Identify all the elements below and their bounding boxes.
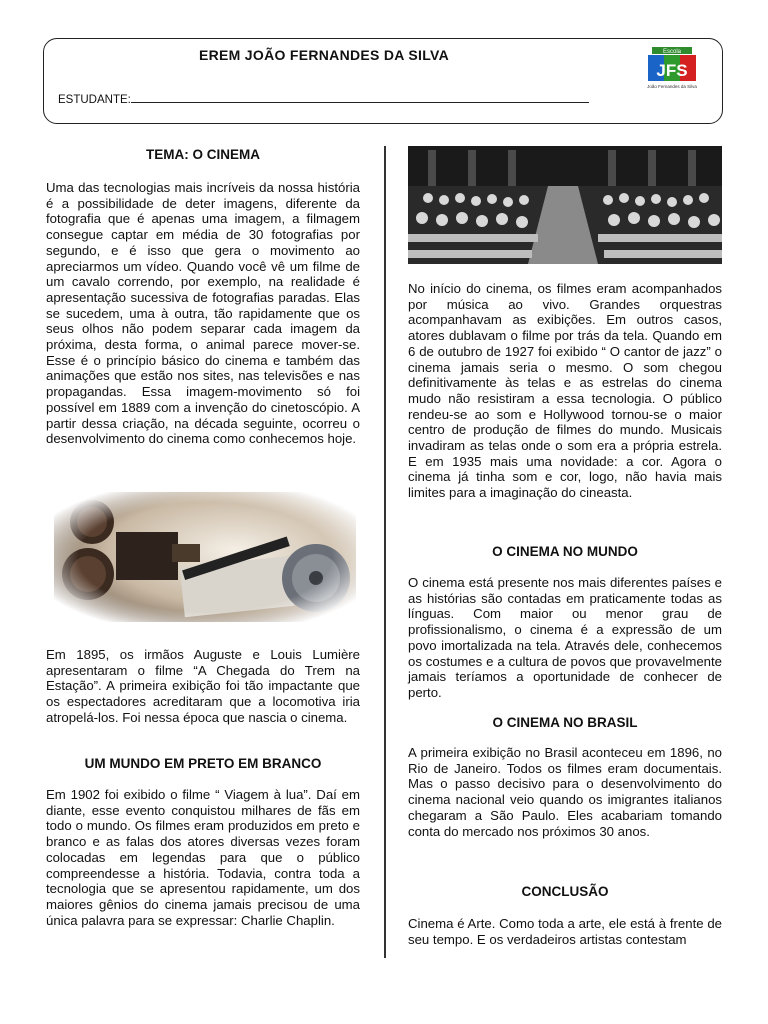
audience-photo [408,146,722,264]
projector-image [54,492,356,622]
right-para-3-text: A primeira exibição no Brasil aconteceu em 1896, no Rio de Janeiro. Todos os filmes eram documentais. Mas o passo decisivo para o desenvolvimento do cinema nacional veio quando os imigrantes italianos chegaram a São Paulo. Eles acabariam tomando conta do mercado nos próximos 30 anos. [408,745,722,839]
right-para-2-text: O cinema está presente nos mais diferentes países e as histórias são contadas em praticamente todas as línguas. Com maior ou menor grau de profissionalismo, o cinema é a expressão de um povo imortalizada na tela. Através dele, conhecemos os costumes e a cultura de povos que provavelmente jamais teríamos a oportunidade de conhecer de perto. [408,575,722,700]
left-para-1-text: Uma das tecnologias mais incríveis da nossa história é a possibilidade de deter imagens, diferente da fotografia que é apenas uma imagem, a filmagem consegue captar em média de 30 fotografias por segundo, e é isso que gera o movimento ao apreciarmos um vídeo. Quando você vê um filme de um cavalo correndo, por exemplo, na realidade é apresentação sucessiva de fotografias paradas. Elas se sucedem, uma à outra, tão rapidamente que os seus olhos não podem separar cada imagem da próxima, desta forma, o animal parece mover-se. Esse é o princípio básico do cinema e também das animações que estão nos sites, nas televisões e nas propagandas. Essa imagem-movimento só foi possível em 1889 com a invenção do cinetoscópio. A partir dessa criação, na década seguinte, ocorreu o desenvolvimento do cinema como conhecemos hoje. [46,180,360,447]
left-heading-2: UM MUNDO EM PRETO EM BRANCO [84,756,322,771]
header-box [43,38,723,124]
logo-top-text: Escola [662,49,682,55]
left-para-3 [46,787,360,928]
left-title: TEMA: O CINEMA [146,147,260,162]
right-heading-3: CONCLUSÃO [521,884,609,899]
student-field [58,91,589,106]
student-blank-line [131,91,589,103]
right-para-1-text: No início do cinema, os filmes eram acompanhados por música ao vivo. Grandes orquestras acompanhavam as exibições. Em outros casos, atores dublavam o filme por trás da tela. Quando em 6 de outubro de 1927 foi exibido “ O cantor de jazz” o cinema jamais seria o mesmo. O som chegou definitivamente às telas e as estrelas do cinema mudo não resistiram a essa tecnologia. O público rendeu-se ao som e Hollywood tornou-se o maior centro de produção de filmes do mundo. Musicais invadiram as telas onde o som era a própria estrela. E em 1935 mais uma novidade: a cor. Agora o cinema já tinha som e cor, logo, não havia mais limites para a imaginação do cineasta. [408,281,722,501]
school-name: EREM JOÃO FERNANDES DA SILVA [198,47,450,63]
left-para-1 [46,180,360,447]
logo-bottom-text: João Fernandes da Silva [647,84,697,89]
right-para-3 [408,745,722,839]
right-para-4-text: Cinema é Arte. Como toda a arte, ele está à frente de seu tempo. E os verdadeiros artistas contestam [408,916,722,947]
left-para-2-text: Em 1895, os irmãos Auguste e Louis Lumière apresentaram o filme “A Chegada do Trem na Estação”. A primeira exibição foi tão impactante que os espectadores acreditaram que a locomotiva iria atropelá-los. Foi nessa época que nascia o cinema. [46,647,360,725]
right-heading-1: O CINEMA NO MUNDO [492,544,638,559]
school-logo [644,45,700,91]
right-heading-2: O CINEMA NO BRASIL [492,715,638,730]
right-para-1 [408,281,722,501]
column-divider [384,146,386,958]
left-para-3-text: Em 1902 foi exibido o filme “ Viagem à lua”. Daí em diante, esse evento conquistou milhares de fãs em todo o mundo. Os filmes eram produzidos em preto e branco e as falas dos atores diversas vezes foram colocadas em legendas para que o público compreendesse a história. Todavia, contra toda a tecnologia que se apresentou rapidamente, um dos maiores gênios do cinema jamais precisou de uma única palavra para se expressar: Charlie Chaplin. [46,787,360,928]
student-label: ESTUDANTE: [58,94,131,106]
logo-text: JFS [656,61,688,80]
left-para-2 [46,647,360,726]
right-para-4 [408,916,722,947]
right-para-2 [408,575,722,701]
